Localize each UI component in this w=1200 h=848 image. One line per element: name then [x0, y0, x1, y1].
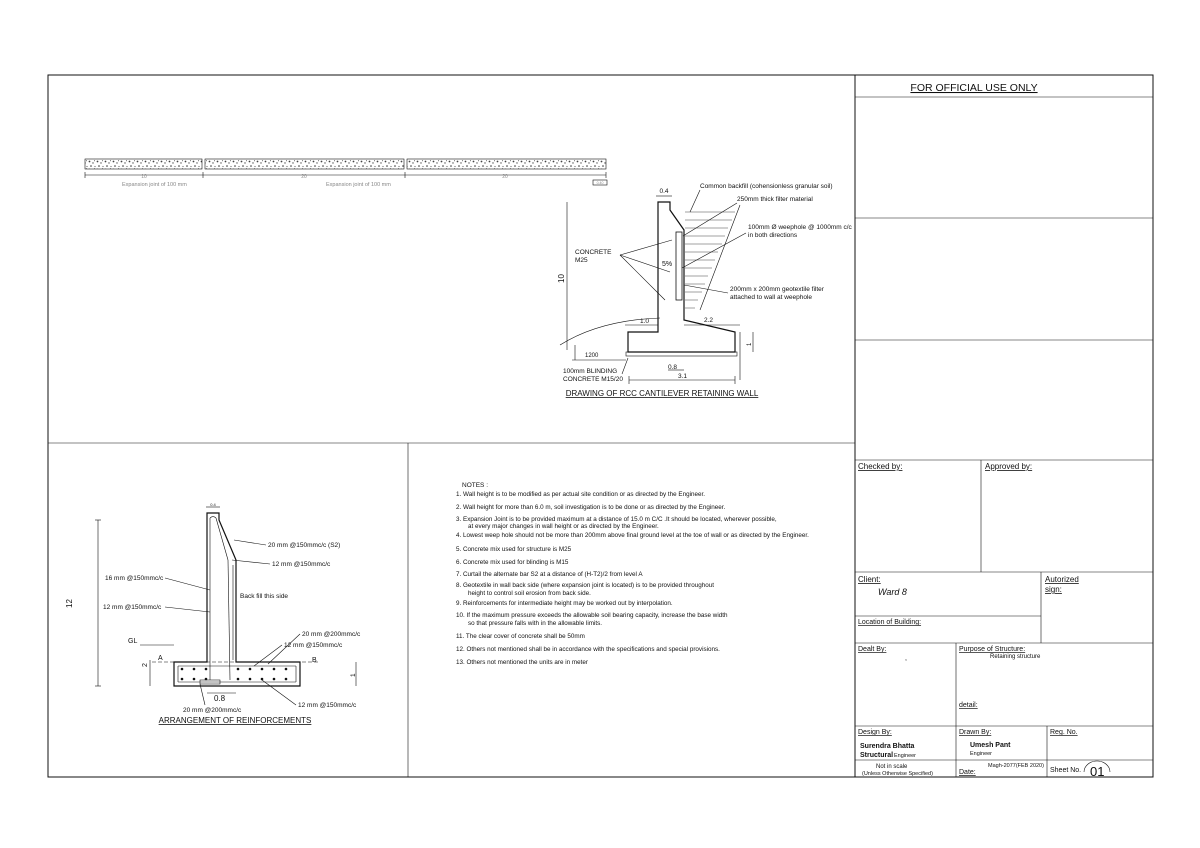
date-value: Magh-2077(FEB 2020) [988, 763, 1044, 769]
reinforcement-view [65, 502, 361, 725]
reinf-bar-3: 16 mm @150mmc/c [105, 575, 164, 582]
note-8b: height to control soil erosion from back side. [468, 590, 591, 597]
reinf-title: ARRANGEMENT OF REINFORCEMENTS [158, 716, 312, 725]
plan-dim-right: 20 [502, 174, 508, 180]
official-use-label: FOR OFFICIAL USE ONLY [910, 82, 1038, 94]
reinf-label-b: B [312, 657, 317, 664]
purpose-label: Purpose of Structure: [959, 646, 1026, 653]
design-by-name: Surendra Bhatta [860, 743, 915, 750]
note-9: 9. Reinforcements for intermediate height may be worked out by interpolation. [456, 600, 673, 607]
label-blinding-2: CONCRETE M15/20 [563, 376, 623, 383]
label-concrete-2: M25 [575, 257, 588, 264]
label-blinding-1: 100mm BLINDING [563, 368, 618, 375]
plan-segment-3 [407, 159, 606, 169]
label-concrete-1: CONCRETE [575, 249, 612, 256]
section-heel: 2.2 [704, 317, 714, 324]
approved-by-label: Approved by: [985, 462, 1033, 471]
note-8: 8. Geotextile in wall back side (where expansion joint is located) is to be provided throughout [456, 582, 714, 589]
section-view [557, 183, 853, 398]
plan-joint-label-1: Expansion joint of 100 mm [122, 182, 187, 188]
label-weephole-1: 100mm Ø weephole @ 1000mm c/c [748, 224, 852, 231]
reinf-bar-8: 12 mm @150mmc/c [298, 702, 357, 709]
note-7: 7. Curtail the alternate bar S2 at a distance of (H-T2)/2 from level A [456, 571, 643, 578]
note-1: 1. Wall height is to be modified as per actual site condition or as directed by the Engineer. [456, 491, 705, 498]
client-value: Ward 8 [878, 587, 907, 597]
checked-by-label: Checked by: [858, 462, 903, 471]
plan-dim-left: 10 [141, 174, 147, 180]
sheet-no-label: Sheet No. [1050, 767, 1082, 774]
reinf-bar-4: 12 mm @150mmc/c [103, 604, 162, 611]
reinf-gl: GL [128, 638, 138, 645]
plan-segment-1 [85, 159, 202, 169]
reinf-height: 12 [65, 599, 74, 608]
sheet-no-value: 01 [1090, 764, 1105, 779]
authorized-label: Autorized [1045, 575, 1079, 584]
reinf-bar-2: 12 mm @150mmc/c [272, 561, 331, 568]
note-3b: at every major changes in wall height or as directed by the Engineer. [468, 523, 659, 530]
plan-dim-mid: 20 [301, 174, 307, 180]
plan-view [85, 159, 607, 188]
detail-label: detail: [959, 702, 978, 709]
reinf-base-thk: 1 [350, 673, 357, 677]
note-3: 3. Expansion Joint is to be provided maximum at a distance of 15.0 m C/C .It should be located, wherever possible, [456, 516, 777, 523]
reinf-top-width: 0.4 [210, 502, 216, 507]
note-12: 12. Others not mentioned shall be in accordance with the specifications and special provisions. [456, 646, 720, 653]
reinf-stem-base: 0.8 [214, 694, 226, 703]
note-11: 11. The clear cover of concrete shall be 50mm [456, 633, 585, 640]
reinf-bar-1: 20 mm @150mmc/c (S2) [268, 542, 341, 549]
note-2: 2. Wall height for more than 6.0 m, soil investigation is to be done or as directed by the Engineer. [456, 504, 726, 511]
note-10b: so that pressure falls with in the allowable limits. [468, 620, 603, 627]
authorized-sign-label: sign: [1045, 585, 1062, 594]
title-block [855, 75, 1153, 779]
section-top-width: 0.4 [659, 188, 669, 195]
section-stem-base: 0.8 [668, 364, 678, 371]
retaining-wall-outline [628, 202, 735, 352]
design-by-role: Engineer [894, 753, 917, 759]
label-backfill: Common backfill (cohensionless granular soil) [700, 183, 833, 190]
reg-no-label: Reg. No. [1050, 729, 1078, 736]
drawn-by-name: Umesh Pant [970, 742, 1011, 749]
reinf-label-a: A [158, 655, 163, 662]
note-4: 4. Lowest weep hole should not be more than 200mm above final ground level at the toe of wall or as directed by the Engineer. [456, 532, 809, 539]
dealt-by-label: Dealt By: [858, 646, 887, 653]
label-filter: 250mm thick filter material [737, 196, 813, 203]
dealt-by-mark: , [905, 655, 907, 662]
section-height: 10 [557, 274, 566, 283]
reinf-bar-5: 20 mm @200mmc/c [302, 631, 361, 638]
purpose-value: Retaining structure [990, 654, 1041, 660]
section-base-width: 3.1 [678, 373, 688, 380]
reinf-backfill: Back fill this side [240, 593, 289, 600]
drawn-by-role: Engineer [970, 751, 993, 757]
label-slope: 5% [662, 261, 673, 268]
plan-joint-label-2: Expansion joint of 100 mm [326, 182, 391, 188]
client-label: Client: [858, 575, 881, 584]
notes [456, 482, 809, 666]
design-by-role-bold: Structural [860, 752, 894, 759]
scale-note-sub: (Unless Otherwise Specified) [862, 771, 933, 777]
reinf-bar-7: 20 mm @200mmc/c [183, 707, 242, 714]
label-geotextile-1: 200mm x 200mm geotextile filter [730, 286, 824, 293]
plan-segment-2 [205, 159, 404, 169]
location-label: Location of Building: [858, 619, 922, 626]
notes-heading: NOTES : [462, 482, 489, 489]
label-geotextile-2: attached to wall at weephole [730, 294, 813, 301]
section-base-thk: 1 [747, 342, 753, 346]
note-10: 10. If the maximum pressure exceeds the allowable soil bearing capacity, increase the base width [456, 612, 728, 619]
reinf-footing-depth: 2 [142, 663, 149, 667]
note-5: 5. Concrete mix used for structure is M25 [456, 546, 572, 553]
note-13: 13. Others not mentioned the units are in meter [456, 659, 588, 666]
reinf-bar-6: 12 mm @150mmc/c [284, 642, 343, 649]
note-6: 6. Concrete mix used for blinding is M15 [456, 559, 569, 566]
section-toe: 1.0 [640, 318, 650, 325]
design-by-label: Design By: [858, 729, 892, 736]
date-label: Date: [959, 769, 976, 776]
plan-dim-end: 0.40 [596, 181, 604, 185]
section-blinding-width: 1200 [585, 353, 599, 359]
scale-note: Not in scale [876, 764, 908, 770]
section-title: DRAWING OF RCC CANTILEVER RETAINING WALL [565, 389, 759, 398]
label-weephole-2: in both directions [748, 232, 798, 239]
drawn-by-label: Drawn By: [959, 729, 992, 736]
